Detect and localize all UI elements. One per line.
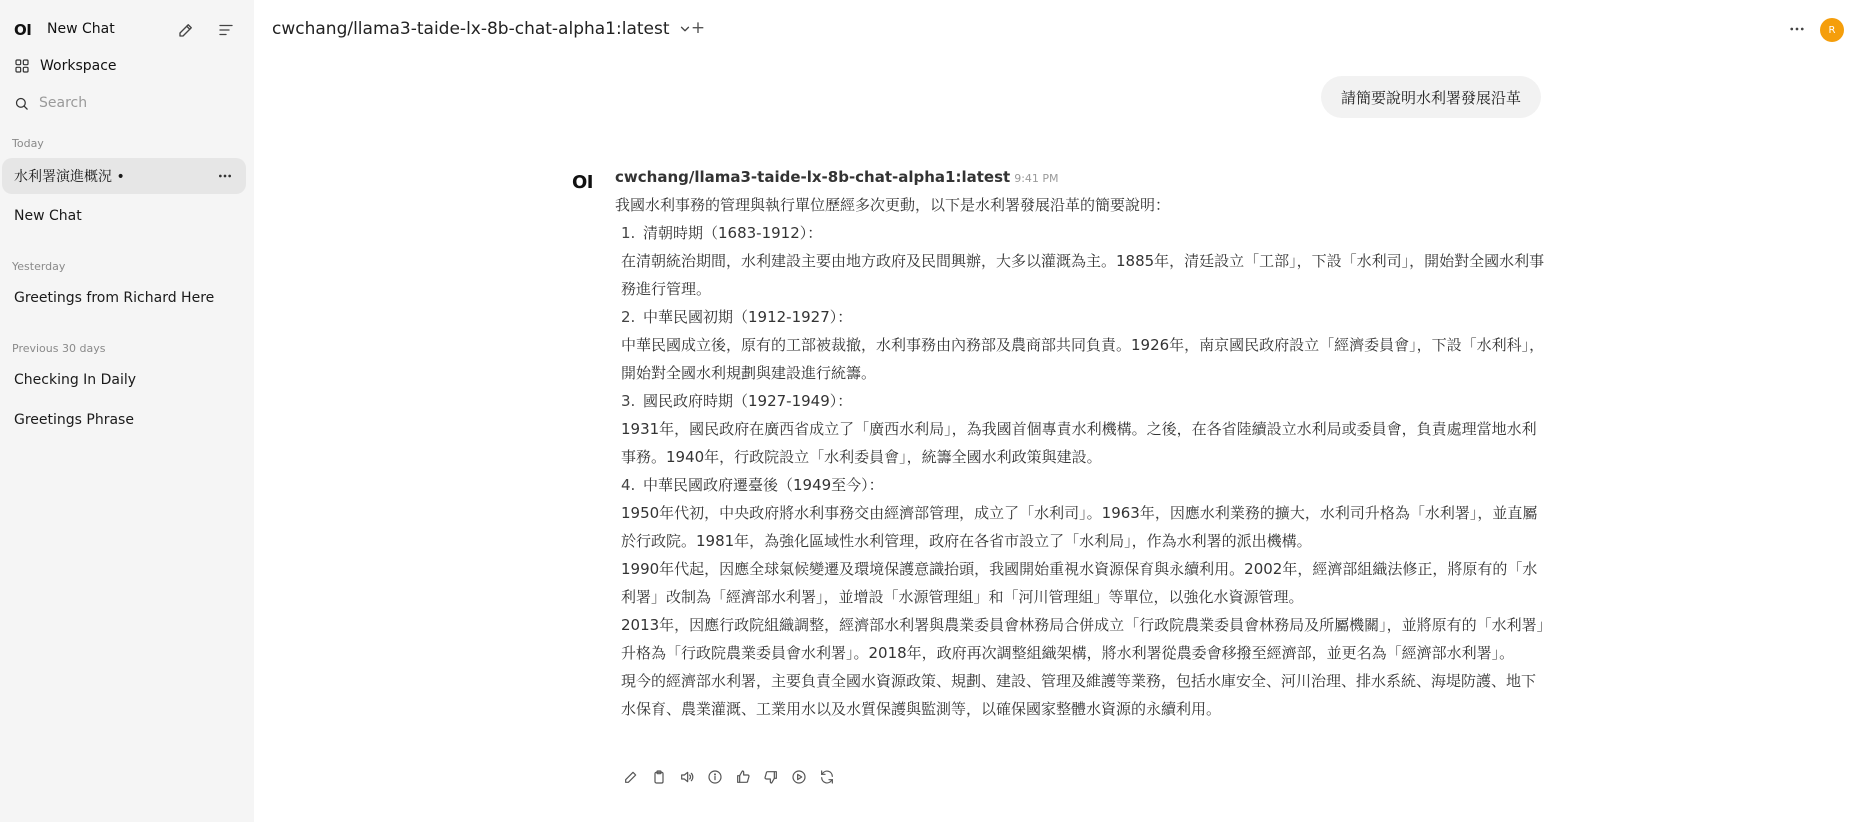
message-action-bar [620,766,838,788]
chat-item[interactable] [2,402,246,438]
add-model-icon[interactable]: + [690,18,706,38]
sidebar [0,0,254,822]
assistant-model-name: cwchang/llama3-taide-lx-8b-chat-alpha1:latest [615,168,1011,186]
workspace-label: Workspace [40,58,117,74]
chat-title: Greetings Phrase [14,412,134,428]
thumbs-up-icon[interactable] [732,766,754,788]
section-heading: 4. 中華民國政府遷臺後（1949至今）： [621,476,884,494]
menu-icon[interactable] [215,19,237,41]
answer-intro: 我國水利事務的管理與執行單位歷經多次更動，以下是水利署發展沿革的簡要說明： [615,196,1171,214]
section-paragraph: 在清朝統治期間，水利建設主要由地方政府及民間興辦，大多以灌溉為主。1885年，清廷設立「工部」，下設「水利司」，開始對全國水利事務進行管理。 [621,252,1545,298]
section-paragraph: 1990年代起，因應全球氣候變遷及環境保護意識抬頭，我國開始重視水資源保育與永續利用。2002年，經濟部組織法修正，將原有的「水利署」改制為「經濟部水利署」，並增設「水源管理組」和「河川管理組」等單位，以強化水資源管理。 [621,560,1538,606]
chat-title: New Chat [14,208,82,224]
section-previous-30-days: Previous 30 days [12,342,106,355]
info-icon[interactable] [704,766,726,788]
chat-title: Greetings from Richard Here [14,290,215,306]
section-heading: 1. 清朝時期（1683-1912）： [621,224,823,242]
compose-icon[interactable] [175,19,197,41]
regenerate-icon[interactable] [816,766,838,788]
section-heading: 2. 中華民國初期（1912-1927）： [621,308,853,326]
workspace-link[interactable] [14,58,117,74]
assistant-header [615,168,1059,186]
continue-icon[interactable] [788,766,810,788]
section-paragraph: 2013年，因應行政院組織調整，經濟部水利署與農業委員會林務局合併成立「行政院農業委員會林務局及所屬機關」，並將原有的「水利署」升格為「行政院農業委員會水利署」。2018年，政府再次調整組織架構，將水利署從農委會移撥至經濟部，並更名為「經濟部水利署」。 [621,616,1545,662]
edit-icon[interactable] [620,766,642,788]
section-yesterday: Yesterday [12,260,66,273]
assistant-logo: OI [572,172,593,193]
new-chat-link[interactable]: New Chat [47,21,115,37]
chat-title: Checking In Daily [14,372,137,388]
search-icon [14,96,29,111]
read-aloud-icon[interactable] [676,766,698,788]
more-options-icon[interactable] [1784,18,1810,40]
user-message: 請簡要說明水利署發展沿革 [1321,76,1541,118]
user-avatar[interactable]: R [1820,18,1844,42]
chat-item[interactable] [2,198,246,234]
section-today: Today [12,137,44,150]
model-selector[interactable] [272,19,692,39]
chat-item-active[interactable] [2,158,246,194]
chat-item[interactable] [2,280,246,316]
chat-options-icon[interactable] [216,167,234,185]
chat-item[interactable] [2,362,246,398]
section-paragraph: 中華民國成立後，原有的工部被裁撤，水利事務由內務部及農商部共同負責。1926年，南京國民政府設立「經濟委員會」，下設「水利科」，開始對全國水利規劃與建設進行統籌。 [621,336,1545,382]
section-heading: 3. 國民政府時期（1927-1949）： [621,392,853,410]
search-box[interactable] [14,95,239,111]
section-paragraph: 現今的經濟部水利署，主要負責全國水資源政策、規劃、建設、管理及維護等業務，包括水庫安全、河川治理、排水系統、海堤防護、地下水保育、農業灌溉、工業用水以及水質保護與監測等，以確保國家整體水資源的永續利用。 [621,672,1537,718]
model-name: cwchang/llama3-taide-lx-8b-chat-alpha1:latest [272,19,670,39]
thumbs-down-icon[interactable] [760,766,782,788]
copy-icon[interactable] [648,766,670,788]
app-logo[interactable]: OI [14,21,32,39]
assistant-message [615,191,1545,723]
workspace-icon [14,58,30,74]
section-paragraph: 1950年代初，中央政府將水利事務交由經濟部管理，成立了「水利司」。1963年，因應水利業務的擴大，水利司升格為「水利署」，並直屬於行政院。1981年，為強化區域性水利管理，政府在各省市設立了「水利局」，作為水利署的派出機構。 [621,504,1538,550]
message-timestamp: 9:41 PM [1014,172,1059,185]
section-paragraph: 1931年，國民政府在廣西省成立了「廣西水利局」，為我國首個專責水利機構。之後，在各省陸續設立水利局或委員會，負責處理當地水利事務。1940年，行政院設立「水利委員會」，統籌全國水利政策與建設。 [621,420,1537,466]
chat-title: 水利署演進概況 • [14,169,125,185]
search-input[interactable] [39,95,229,111]
